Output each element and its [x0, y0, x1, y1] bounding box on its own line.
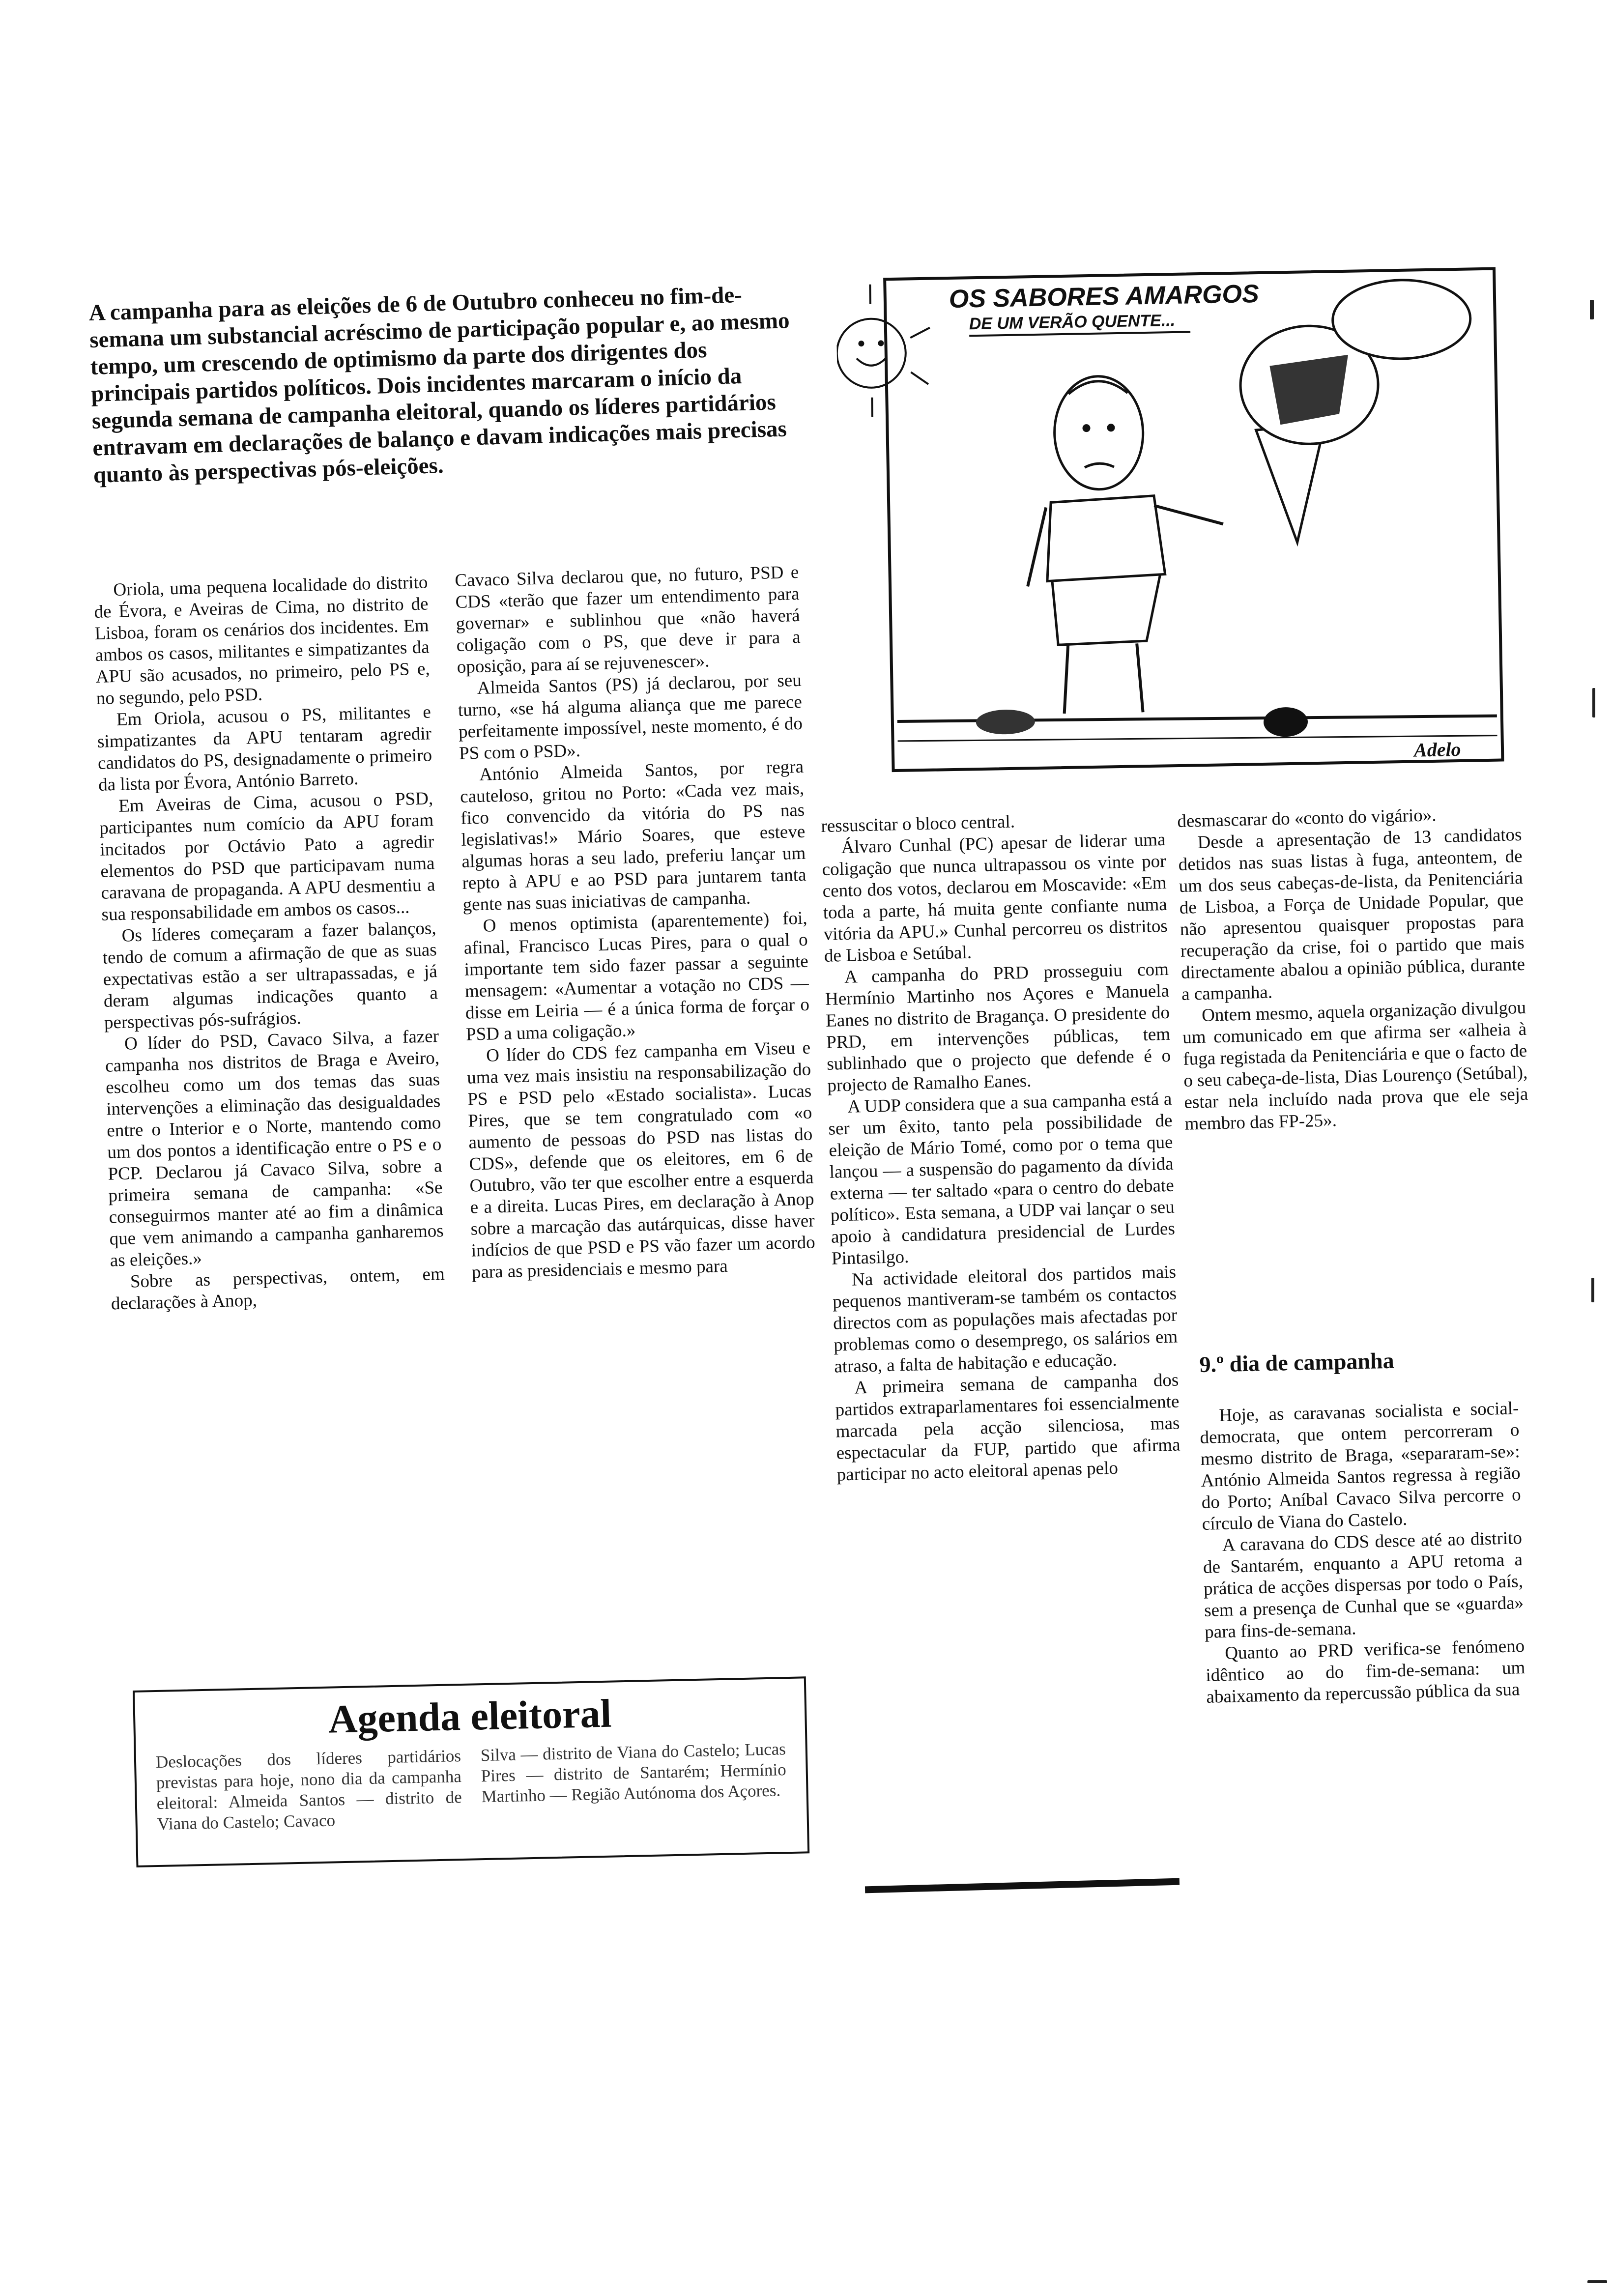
paragraph: António Almeida Santos, por regra cauteloso, gritou no Porto: «Cada vez mais, fico convencido da vitória do PS nas legislativas!» Mário Soares, que esteve algumas horas a seu lado, preferiu lançar um repto à APU e ao PSD para juntarem tanta gente nas suas iniciativas de campanha.: [460, 756, 806, 915]
paragraph: Hoje, as caravanas socialista e social-democrata, que ontem percorreram o mesmo distrito de Braga, «separaram-se»: António Almeida Santos regressa à região do Porto; Aníbal Cavaco Silva percorre o círculo de Viana do Castelo.: [1200, 1398, 1522, 1534]
paragraph: A primeira semana de campanha dos partidos extraparlamentares foi essencialmente marcada pela acção silenciosa, mas espectacular da FUP, partido que afirma participar no acto eleitoral apenas pelo: [835, 1370, 1180, 1485]
paragraph: desmascarar do «conto do vigário».: [1177, 805, 1437, 832]
paragraph: A campanha do PRD prosseguiu com Hermínio Martinho nos Açores e Manuela Eanes no distrito de Bragança. O presidente do PRD, em intervenções públicas, tem sublinhado que o projecto que defende é o projecto de Ramalho Eanes.: [825, 959, 1171, 1096]
paragraph: Álvaro Cunhal (PC) apesar de liderar uma coligação que nunca ultrapassou os vinte por cento dos votos, declarou em Moscavide: «Em toda a parte, há muita gente confiante numa vitória da APU.» Cunhal percorreu os distritos de Lisboa e Setúbal.: [822, 829, 1168, 966]
scan-speck: [1591, 1278, 1594, 1302]
cartoon-signature: Adelo: [1413, 738, 1461, 761]
paragraph: Os líderes começaram a fazer balanços, tendo de comum a afirmação de que as suas expectativas estão a ser ultrapassadas, e já deram algumas indicações quanto a perspectivas pós-sufrágios.: [102, 918, 438, 1033]
scan-speck: [1592, 688, 1595, 718]
lead-paragraph: A campanha para as eleições de 6 de Outubro conheceu no fim-de-semana um substancial acréscimo de participação popular e, ao mesmo tempo, um crescendo de optimismo da parte dos dirigentes dos principais partidos políticos. Dois incidentes marcaram o início da segunda semana de campanha eleitoral, quando os líderes partidários entravam em declarações de balanço e davam indicações mais precisas quanto às perspectivas pós-eleições.: [88, 282, 790, 488]
paragraph: Em Oriola, acusou o PS, militantes e simpatizantes da APU tentaram agredir candidatos do PS, designadamente o primeiro da lista por Évora, António Barreto.: [97, 702, 432, 795]
cartoon-title: OS SABORES AMARGOS: [949, 279, 1260, 314]
paragraph: ressuscitar o bloco central.: [821, 811, 1015, 836]
column-end-rule: [865, 1878, 1180, 1894]
paragraph: Desde a apresentação de 13 candidatos detidos nas suas listas à fuga, anteontem, de um dos seus cabeças-de-lista, da Penitenciária de Lisboa, a Força de Unidade Popular, que não apresentou quaisquer propostas para recuperação da crise, foi o partido que mais directamente abalou a opinião pública, durante a campanha.: [1178, 824, 1526, 1004]
paragraph: Em Aveiras de Cima, acusou o PSD, participantes num comício da APU foram incitados por Octávio Pato a agredir elementos do PSD que participavam numa caravana de propaganda. A APU desmentiu a sua responsabilidade em ambos os casos...: [99, 788, 435, 925]
section-heading: 9.º dia de campanha: [1199, 1348, 1395, 1377]
paragraph: O menos optimista (aparentemente) foi, afinal, Francisco Lucas Pires, para o qual o importante tem sido fazer passar a seguinte mensagem: «Aumentar a votação no CDS — disse em Leiria — é a única forma de forçar o PSD a uma coligação.»: [463, 908, 810, 1045]
agenda-body: [136, 1736, 807, 1835]
paragraph: Quanto ao PRD verifica-se fenómeno idêntico ao do fim-de-semana: um abaixamento da repercussão pública da sua: [1205, 1636, 1526, 1707]
paragraph: Almeida Santos (PS) já declarou, por seu turno, «se há alguma aliança que me parece perfeitamente impossível, neste momento, é do PS com o PSD».: [458, 670, 803, 764]
article-column-4-continued: [1199, 1398, 1526, 1708]
paragraph: Ontem mesmo, aquela organização divulgou um comunicado em que afirma ser «alheia à fuga registada da Penitenciária e que o facto de o seu cabeça-de-lista, Dias Lourenço (Setúbal), estar nela incluído nada prova que ele seja membro das FP-25».: [1182, 997, 1528, 1134]
scan-speck: [1587, 2280, 1607, 2283]
paragraph: O líder do PSD, Cavaco Silva, a fazer campanha nos distritos de Braga e Aveiro, escolheu como um dos temas das suas intervenções a eliminação das desigualdades entre o Interior e o Norte, mantendo como um dos pontos a identificação entre o PS e o PCP. Declarou já Cavaco Silva, sobre a primeira semana de campanha: «Se conseguirmos manter até ao fim a dinâmica que vem animando a campanha ganharemos as eleições.»: [105, 1026, 444, 1271]
cartoon-subtitle: DE UM VERÃO QUENTE...: [969, 311, 1176, 334]
agenda-right-text: Silva — distrito de Viana do Castelo; Lucas Pires — distrito de Santarém; Hermínio Martinho — Região Autónoma dos Açores.: [480, 1739, 787, 1807]
paragraph: Cavaco Silva declarou que, no futuro, PSD e CDS «terão que fazer um entendimento para governar» e sublinhou que «não haverá coligação com o PS, que deve ir para a oposição, para aí se rejuvenescer».: [455, 562, 801, 677]
scan-speck: [1590, 300, 1594, 319]
article-column-1: [93, 572, 445, 1315]
agenda-left-text: Deslocações dos líderes partidários previstas para hoje, nono dia da campanha eleitoral: Almeida Santos — distrito de Viana do Castelo; Cavaco: [155, 1746, 462, 1834]
paragraph: A UDP considera que a sua campanha está a ser um êxito, tanto pela possibilidade de eleição de Mário Tomé, como por o tema que lançou — a suspensão do pagamento da dívida externa — ter saltado «para o centro do debate político». Esta semana, a UDP vai lançar o seu apoio à candidatura presidencial de Lurdes Pintasilgo.: [828, 1089, 1176, 1269]
article-column-2: [455, 562, 816, 1284]
cartoon-drawing: [835, 263, 1513, 791]
paragraph: Oriola, uma pequena localidade do distrito de Évora, e Aveiras de Cima, no distrito de Lisboa, foram os cenários dos incidentes. Em ambos os casos, militantes e simpatizantes da APU são acusados, no primeiro, pelo PS e, no segundo, pelo PSD.: [94, 572, 431, 709]
article-column-3: [821, 807, 1181, 1486]
paragraph: O líder do CDS fez campanha em Viseu e uma vez mais insistiu na responsabilização do PS e PSD pelo «Estado socialista». Lucas Pires, que se tem congratulado com «o aumento de pessoas do PSD nas listas do CDS», defende que os eleitores, em 6 de Outubro, vão ter que escolher entre a esquerda e a direita. Lucas Pires, em declaração à Anop sobre a marcação das autárquicas, disse haver indícios de que PSD e PS vão fazer um acordo para as presidenciais e mesmo para: [466, 1037, 816, 1283]
paragraph: Na actividade eleitoral dos partidos mais pequenos mantiveram-se também os contactos directos com as populações mais afectadas por problemas como o desemprego, os salários em atraso, a falta de habitação e educação.: [832, 1262, 1178, 1377]
paragraph: Sobre as perspectivas, ontem, em declarações à Anop,: [111, 1263, 445, 1314]
paragraph: A caravana do CDS desce até ao distrito de Santarém, enquanto a APU retoma a prática de acções dispersas por todo o País, sem a presença de Cunhal que se «guarda» para fins-de-semana.: [1203, 1528, 1524, 1642]
cartoon: [835, 263, 1513, 791]
agenda-title: Agenda eleitoral: [328, 1691, 612, 1742]
agenda-box: [133, 1676, 809, 1867]
article-column-4: [1177, 803, 1529, 1135]
